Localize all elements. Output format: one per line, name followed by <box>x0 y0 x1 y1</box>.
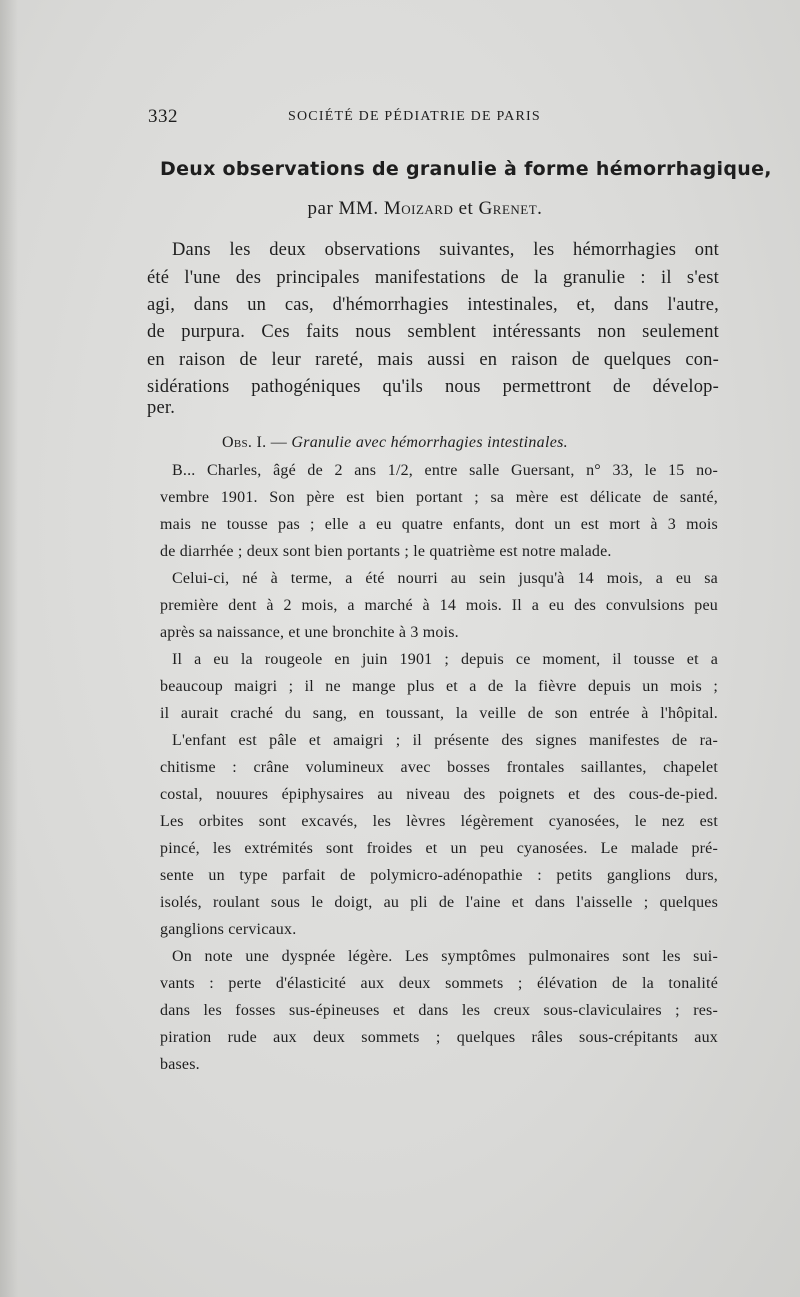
observation-heading <box>222 434 568 452</box>
byline-prefix: par MM. <box>307 198 379 219</box>
body-line: ganglions cervicaux. <box>160 921 297 938</box>
body-line: vembre 1901. Son père est bien portant ; sa mère est délicate de santé, <box>160 489 718 506</box>
body-line: première dent à 2 mois, a marché à 14 mois. Il a eu des convulsions peu <box>160 597 718 614</box>
body-line: il aurait craché du sang, en toussant, la veille de son entrée à l'hôpital. <box>160 705 718 722</box>
journal-title: SOCIÉTÉ DE PÉDIATRIE DE PARIS <box>288 109 541 124</box>
body-line: On note une dyspnée légère. Les symptômes pulmonaires sont les sui- <box>172 948 718 965</box>
body-line: isolés, roulant sous le doigt, au pli de l'aine et dans l'aisselle ; quelques <box>160 894 718 911</box>
body-line: Il a eu la rougeole en juin 1901 ; depuis ce moment, il tousse et a <box>172 651 718 668</box>
intro-line: per. <box>147 398 176 418</box>
intro-line: agi, dans un cas, d'hémorrhagies intestinales, et, dans l'autre, <box>147 295 719 315</box>
body-line: chitisme : crâne volumineux avec bosses frontales saillantes, chapelet <box>160 759 718 776</box>
intro-line: sidérations pathogéniques qu'ils nous permettront de dévelop- <box>147 377 719 397</box>
body-line: vants : perte d'élasticité aux deux sommets ; élévation de la tonalité <box>160 975 718 992</box>
body-line: Celui-ci, né à terme, a été nourri au sein jusqu'à 14 mois, a eu sa <box>172 570 718 587</box>
author-grenet: Grenet. <box>478 198 543 219</box>
intro-line: en raison de leur rareté, mais aussi en raison de quelques con- <box>147 350 719 370</box>
observation-title: Granulie avec hémorrhagies intestinales. <box>291 434 568 451</box>
intro-line: de purpura. Ces faits nous semblent intéressants non seulement <box>147 322 719 342</box>
intro-line: Dans les deux observations suivantes, les hémorrhagies ont <box>172 240 719 260</box>
author-moizard: Moizard <box>383 198 454 219</box>
body-line: B... Charles, âgé de 2 ans 1/2, entre salle Guersant, n° 33, le 15 no- <box>172 462 718 479</box>
intro-line: été l'une des principales manifestations de la granulie : il s'est <box>147 268 719 288</box>
body-line: pincé, les extrémités sont froides et un peu cyanosées. Le malade pré- <box>160 840 718 857</box>
body-line: après sa naissance, et une bronchite à 3 mois. <box>160 624 459 641</box>
body-line: Les orbites sont excavés, les lèvres légèrement cyanosées, le nez est <box>160 813 718 830</box>
page-number: 332 <box>148 106 178 127</box>
body-line: dans les fosses sus-épineuses et dans les creux sous-claviculaires ; res- <box>160 1002 718 1019</box>
body-line: sente un type parfait de polymicro-adénopathie : petits ganglions durs, <box>160 867 718 884</box>
body-line: mais ne tousse pas ; elle a eu quatre enfants, dont un est mort à 3 mois <box>160 516 718 533</box>
article-title: Deux observations de granulie à forme hémorrhagique, <box>160 158 772 180</box>
body-line: beaucoup maigri ; il ne mange plus et a de la fièvre depuis un mois ; <box>160 678 718 695</box>
observation-dash: — <box>270 434 288 451</box>
byline-conjunction: et <box>458 198 474 219</box>
body-line: piration rude aux deux sommets ; quelques râles sous-crépitants aux <box>160 1029 718 1046</box>
body-line: costal, nouures épiphysaires au niveau des poignets et des cous-de-pied. <box>160 786 718 803</box>
observation-label: Obs. I. <box>222 434 267 451</box>
body-line: de diarrhée ; deux sont bien portants ; le quatrième est notre malade. <box>160 543 612 560</box>
body-line: bases. <box>160 1056 200 1073</box>
body-line: L'enfant est pâle et amaigri ; il présente des signes manifestes de ra- <box>172 732 718 749</box>
